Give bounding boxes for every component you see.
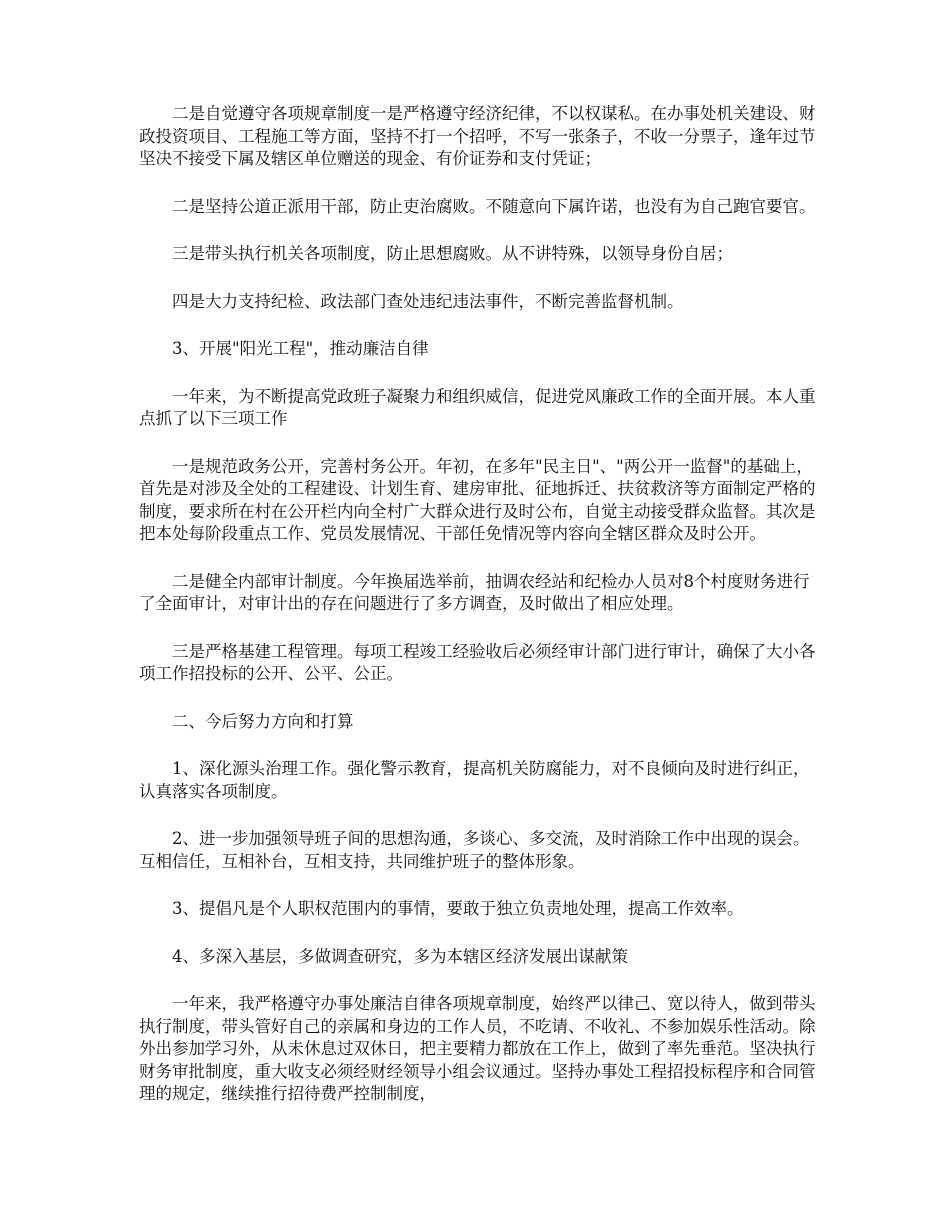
list-item: 2、进一步加强领导班子间的思想沟通，多谈心、多交流，及时消除工作中出现的误会。互相信任，互相补台，互相支持，共同维护班子的整体形象。 xyxy=(139,829,810,871)
list-item: 3、提倡凡是个人职权范围内的事情，要敢于独立负责地处理，提高工作效率。 xyxy=(172,899,744,918)
paragraph: 一年来，为不断提高党政班子凝聚力和组织威信，促进党风廉政工作的全面开展。本人重点抓了以下三项工作 xyxy=(139,386,816,428)
paragraph: 一年来，我严格遵守办事处廉洁自律各项规章制度，始终严以律己、宽以待人，做到带头执行制度，带头管好自己的亲属和身边的工作人员，不吃请、不收礼、不参加娱乐性活动。除外出参加学习外，从未休息过双休日，把主要精力都放在工作上，做到了率先垂范。坚决执行财务审批制度，重大收支必须经财经领导小组会议通过。坚持办事处工程招投标程序和合同管理的规定，继续推行招待费严控制制度， xyxy=(139,994,816,1103)
section-heading: 3、开展"阳光工程"，推动廉洁自律 xyxy=(172,339,429,358)
list-item: 1、深化源头治理工作。强化警示教育，提高机关防腐能力，对不良倾向及时进行纠正，认真落实各项制度。 xyxy=(139,759,810,801)
paragraph: 二是坚持公道正派用干部，防止吏治腐败。不随意向下属许诺，也没有为自己跑官要官。 xyxy=(172,196,816,216)
paragraph: 三是严格基建工程管理。每项工程竣工经验收后必须经审计部门进行审计，确保了大小各项工作招投标的公开、公平、公正。 xyxy=(139,641,816,683)
paragraph: 二是健全内部审计制度。今年换届选举前，抽调农经站和纪检办人员对8个村度财务进行了全面审计，对审计出的存在问题进行了多方调查，及时做出了相应处理。 xyxy=(139,571,810,613)
paragraph: 一是规范政务公开，完善村务公开。年初，在多年"民主日"、"两公开一监督"的基础上，首先是对涉及全处的工程建设、计划生育、建房审批、征地拆迁、扶贫救济等方面制定严格的制度，要求所在村在公开栏内向全村广大群众进行及时公布，自觉主动接受群众监督。其次是把本处每阶段重点工作、党员发展情况、干部任免情况等内容向全辖区群众及时公开。 xyxy=(139,456,816,543)
paragraph: 四是大力支持纪检、政法部门查处违纪违法事件，不断完善监督机制。 xyxy=(172,291,684,311)
document-body xyxy=(139,103,819,1131)
list-item: 4、多深入基层，多做调查研究，多为本辖区经济发展出谋献策 xyxy=(172,946,628,966)
paragraph: 三是带头执行机关各项制度，防止思想腐败。从不讲特殊，以领导身份自居； xyxy=(172,244,733,263)
section-heading: 二、今后努力方向和打算 xyxy=(172,711,354,731)
paragraph: 二是自觉遵守各项规章制度一是严格遵守经济纪律，不以权谋私。在办事处机关建设、财政投资项目、工程施工等方面，坚持不打一个招呼，不写一张条子，不收一分票子，逢年过节坚决不接受下属及辖区单位赠送的现金、有价证券和支付凭证； xyxy=(139,104,816,168)
